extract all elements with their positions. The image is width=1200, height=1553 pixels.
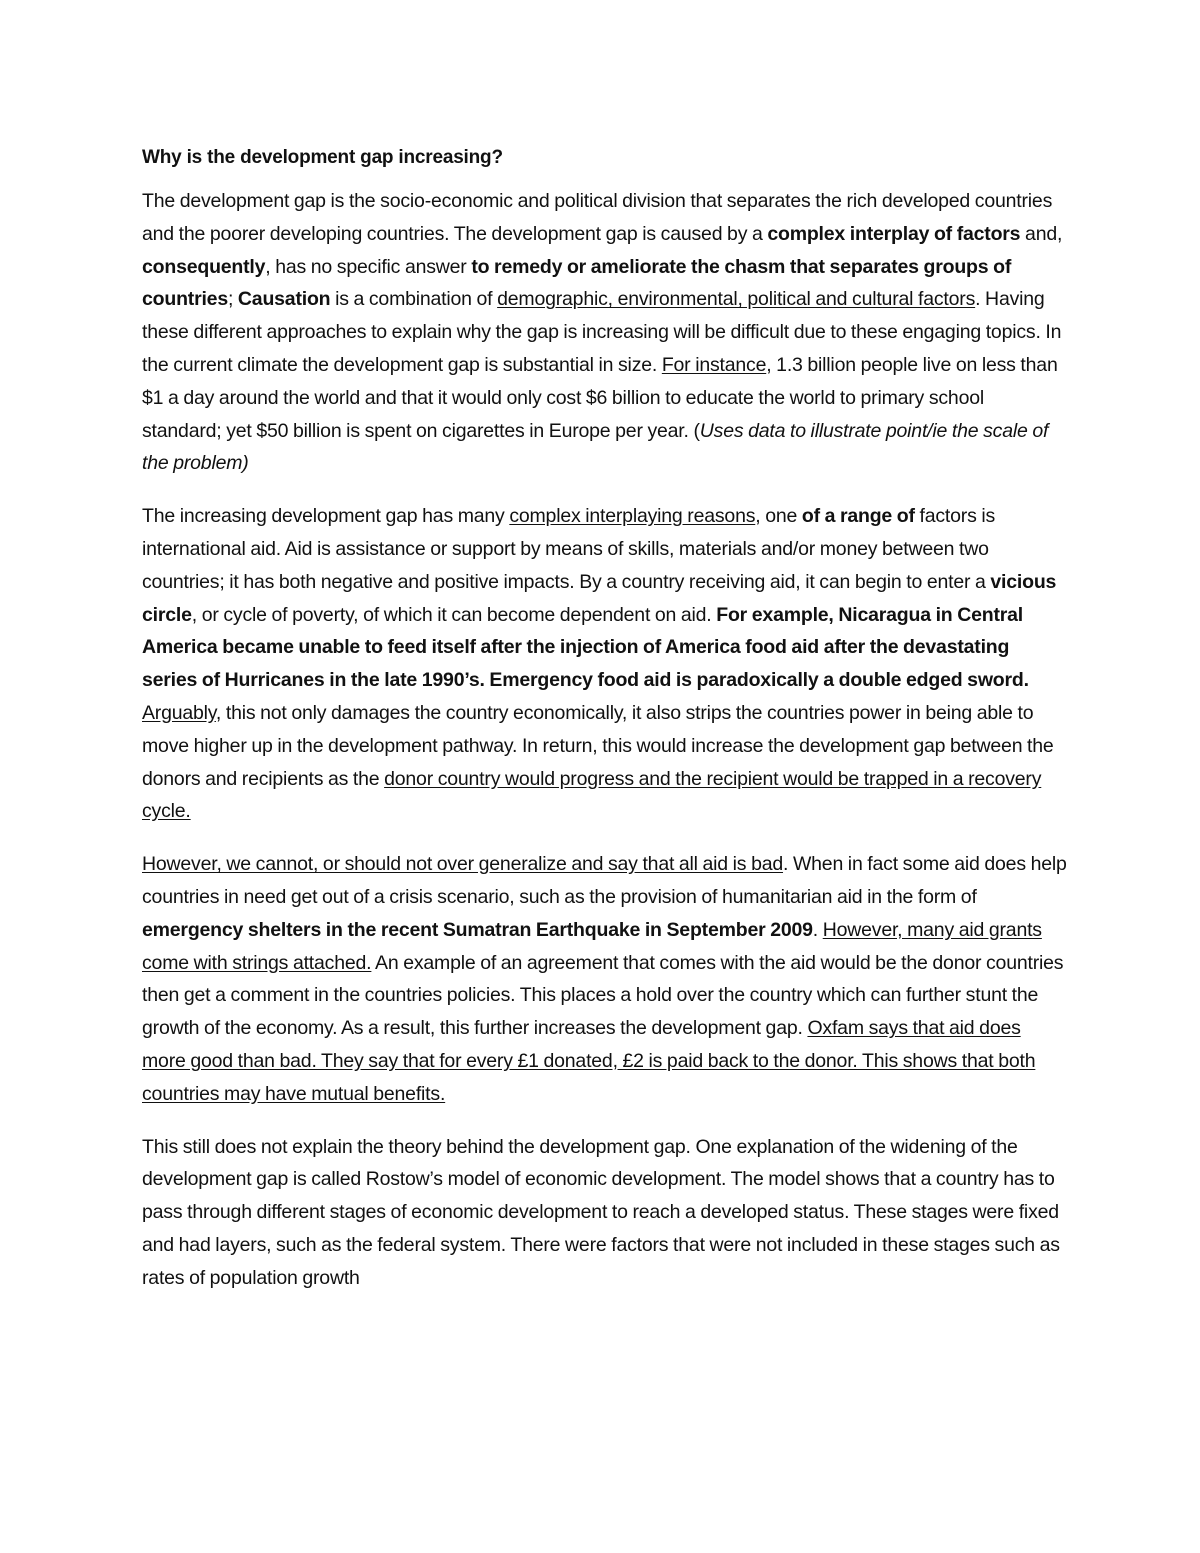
document-body (142, 141, 1067, 1315)
paragraph (142, 848, 1067, 1110)
text-run: However, many aid grants come with strings attached. (142, 918, 1042, 974)
text-run: to remedy or ameliorate the chasm that separates groups of countries (142, 255, 1012, 311)
text-run: consequently (142, 255, 266, 278)
text-run: , has no specific answer (265, 255, 472, 278)
text-run: is a combination of (330, 288, 498, 311)
text-run: complex interplaying reasons (509, 505, 756, 528)
text-run: However, we cannot, or should not over generalize and say that all aid is bad (142, 853, 784, 876)
text-run: The increasing development gap has many (142, 505, 510, 528)
text-run: ; (227, 288, 238, 311)
text-run: Uses data to illustrate point/ie the scale of the problem) (142, 419, 1049, 475)
paragraph (142, 1131, 1067, 1295)
text-run: An example of an agreement that comes with the aid would be the donor countries then get a comment in the countries policies. This places a hold over the country which can further stunt the growth of the economy. As a result, this further increases the development gap. (142, 951, 1064, 1040)
text-run: factors is international aid. Aid is assistance or support by means of skills, materials and/or money between two countries; it has both negative and positive impacts. By a country receiving aid, it can begin to enter a (142, 505, 996, 593)
text-run: vicious circle (142, 570, 1057, 626)
text-run: of a range of (801, 505, 915, 528)
text-run: For instance (661, 353, 767, 376)
text-run: . When in fact some aid does help countries in need get out of a crisis scenario, such as the provision of humanitarian aid in the form of (142, 853, 1067, 908)
text-run: , this not only damages the country economically, it also strips the countries power in being able to move higher up in the development pathway. In return, this would increase the development gap between the donors and recipients as the (142, 701, 1054, 790)
text-run: The development gap is the socio-economic and political division that separates the rich developed countries and the poorer developing countries. The development gap is caused by a (142, 190, 1053, 245)
text-run: . (812, 918, 823, 941)
text-run: , or cycle of poverty, of which it can become dependent on aid. (191, 603, 717, 626)
text-run: Arguably (142, 701, 216, 724)
text-run: Oxfam says that aid does more good than bad. They say that for every £1 donated, £2 is paid back to the donor. This shows that both countries may have mutual benefits. (142, 1017, 1036, 1105)
text-run: , 1.3 billion people live on less than $1 a day around the world and that it would only cost $6 billion to educate the world to primary school standard; yet $50 billion is spent on cigarettes in Europe per year. ( (142, 353, 1058, 442)
text-run: For example, Nicaragua in Central America became unable to feed itself after the injection of America food aid after the devastating series of Hurricanes in the late 1990’s. Emergency food aid is paradoxically a double edged sword. (142, 603, 1029, 692)
text-run: , one (755, 505, 802, 528)
paragraph (142, 500, 1067, 828)
text-run: Causation (237, 288, 331, 311)
text-run: This still does not explain the theory behind the development gap. One explanation of the widening of the development gap is called Rostow’s model of economic development. The model shows that a country has to pass through different stages of economic development to reach a developed status. These stages were fixed and had layers, such as the federal system. There were factors that were not included in these stages such as rates of population growth (142, 1135, 1060, 1289)
document-title: Why is the development gap increasing? (142, 147, 503, 168)
text-run: emergency shelters in the recent Sumatran Earthquake in September 2009 (142, 918, 813, 941)
text-run: and, (1020, 222, 1063, 245)
text-run: complex interplay of factors (767, 222, 1021, 245)
text-run: demographic, environmental, political and cultural factors (497, 288, 976, 311)
paragraph (142, 185, 1067, 480)
text-run: . Having these different approaches to explain why the gap is increasing will be difficult due to these engaging topics. In the current climate the development gap is substantial in size. (142, 288, 1062, 376)
text-run: donor country would progress and the recipient would be trapped in a recovery cycle. (142, 767, 1042, 823)
